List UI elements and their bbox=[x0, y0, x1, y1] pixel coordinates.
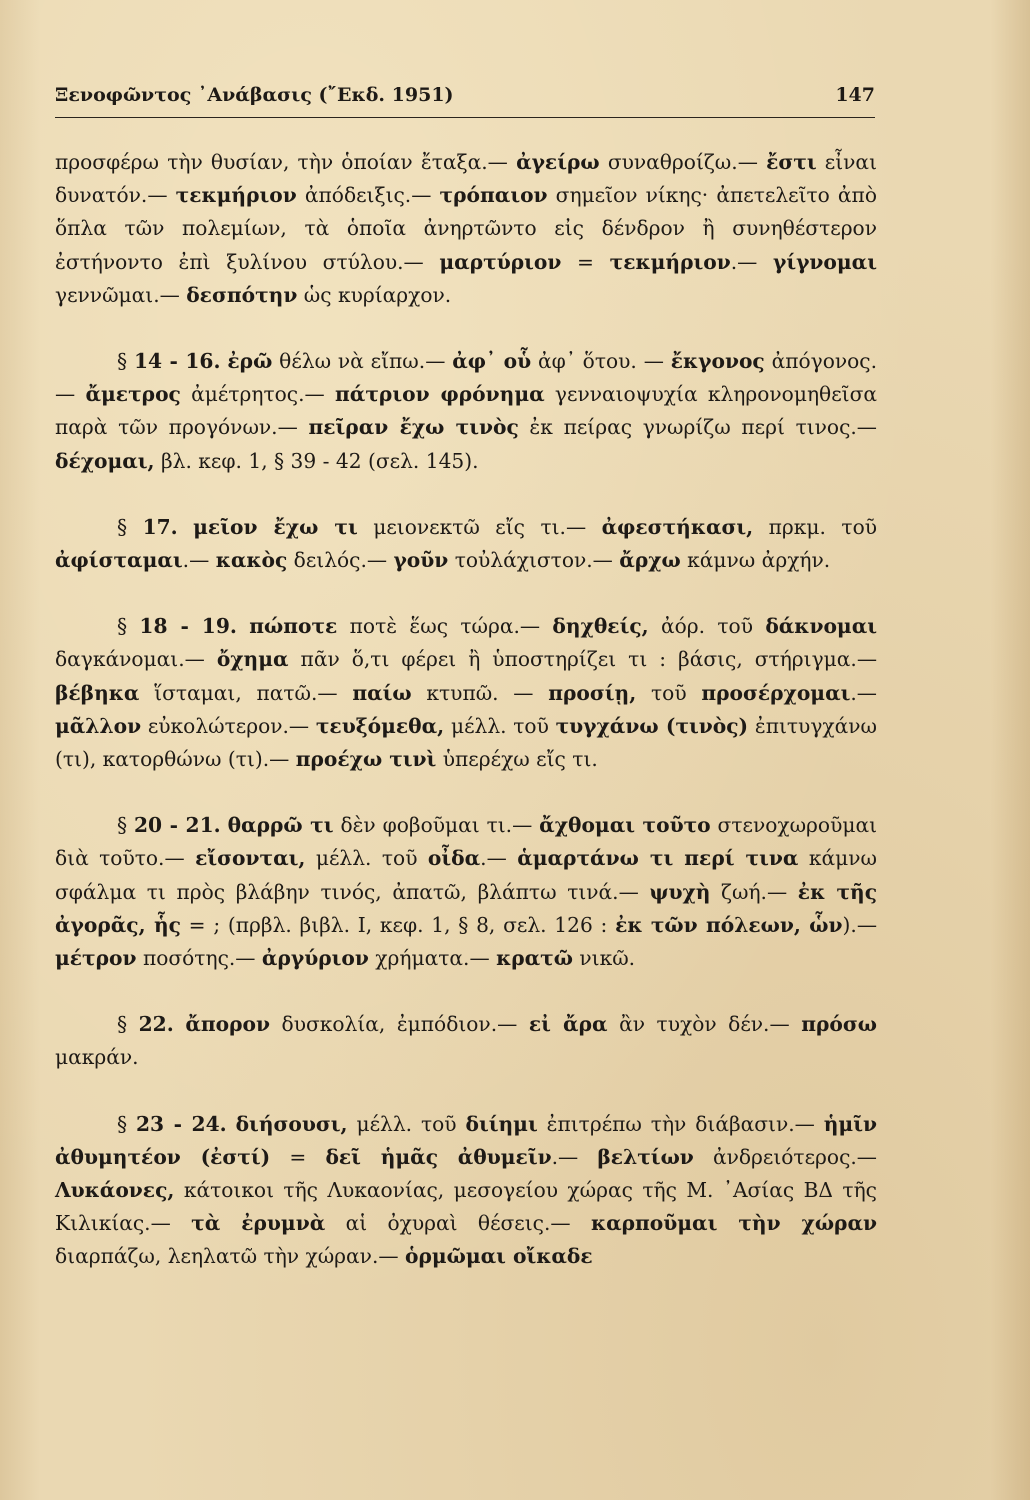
gloss-text bbox=[227, 1112, 236, 1136]
gloss-text: ἀφ᾿ ὅτου. — bbox=[531, 349, 671, 374]
paragraph-sec-17 bbox=[55, 511, 877, 577]
headword: δέχομαι, bbox=[55, 448, 155, 473]
gloss-text: .— bbox=[551, 1144, 598, 1169]
gloss-text: πρκμ. τοῦ bbox=[753, 514, 878, 539]
gloss-text: μέλλ. τοῦ bbox=[347, 1111, 466, 1136]
gloss-text: προσφέρω τὴν θυσίαν, τὴν ὁποίαν ἔταξα.— bbox=[55, 150, 517, 174]
headword: 23 - 24. bbox=[136, 1111, 227, 1136]
headword: δεῖ ἡμᾶς ἀθυμεῖν bbox=[325, 1144, 552, 1169]
headword: εἰ ἄρα bbox=[528, 1012, 608, 1037]
gloss-text: = ; (πρβλ. βιβλ. Ι, κεφ. 1, § 8, σελ. 126 : bbox=[180, 912, 616, 937]
headword: δηχθείς, bbox=[552, 614, 649, 639]
gloss-text: νικῶ. bbox=[572, 946, 636, 971]
gloss-text: δυσκολία, ἐμπόδιον.— bbox=[270, 1012, 529, 1037]
headword: μέτρον bbox=[55, 946, 137, 971]
gloss-text: κτυπῶ. — bbox=[411, 680, 549, 705]
gloss-text: ).— bbox=[842, 912, 878, 937]
headword: γίγνομαι bbox=[773, 249, 877, 274]
gloss-text: ἂν τυχὸν δέν.— bbox=[607, 1012, 802, 1037]
paragraph-sec-20-21 bbox=[55, 809, 877, 975]
gloss-text: κάμνω σφάλμα τι πρὸς βλάβην τινός, ἀπατῶ, βλάπτω τινά.— bbox=[55, 846, 877, 904]
headword: ὄχημα bbox=[216, 647, 289, 672]
headword: ἔκγονος bbox=[670, 349, 765, 374]
headword: βελτίων bbox=[597, 1144, 694, 1169]
headword: μαρτύριον bbox=[439, 249, 562, 274]
headword: μεῖον ἔχω τι bbox=[193, 514, 358, 539]
gloss-text: § bbox=[117, 614, 140, 639]
headword: θαρρῶ τι bbox=[227, 813, 334, 838]
gloss-text: = bbox=[561, 249, 610, 274]
page-header bbox=[55, 84, 875, 116]
headword: προέχω τινὶ bbox=[295, 747, 437, 772]
gloss-text: βλ. κεφ. 1, § 39 - 42 (σελ. 145). bbox=[154, 448, 479, 473]
headword: ἐκ τῶν πόλεων, ὧν bbox=[615, 912, 843, 937]
headword: ἔστι bbox=[766, 150, 817, 174]
headword: 17. bbox=[142, 514, 178, 539]
gloss-text: δὲν φοβοῦμαι τι.— bbox=[333, 813, 540, 838]
gloss-text: ἀνδρειότερος.— bbox=[693, 1144, 877, 1169]
gloss-text: ἐκ πείρας γνωρίζω περί τινος.— bbox=[518, 415, 877, 440]
headword: ἀφίσταμαι bbox=[55, 548, 183, 573]
body-text bbox=[55, 146, 877, 1274]
headword: πάτριον φρόνημα bbox=[335, 382, 545, 407]
headword: τεκμήριον bbox=[609, 249, 731, 274]
headword: εἴσονται, bbox=[195, 846, 306, 871]
gloss-text: ἀπόδειξις.— bbox=[296, 183, 440, 208]
gloss-text: εὐκολώτερον.— bbox=[141, 713, 316, 738]
headword: ἄπορον bbox=[185, 1012, 270, 1037]
headword: τὰ ἐρυμνὰ bbox=[191, 1211, 326, 1236]
gloss-text: αἱ ὀχυραὶ θέσεις.— bbox=[325, 1211, 591, 1236]
headword: πεῖραν ἔχω τινὸς bbox=[308, 415, 519, 440]
headword: προσίῃ, bbox=[548, 680, 637, 705]
headword: 20 - 21. bbox=[134, 813, 221, 838]
paragraph-sec-22 bbox=[55, 1008, 877, 1074]
headword: δάκνομαι bbox=[765, 614, 877, 639]
gloss-text bbox=[237, 614, 249, 638]
gloss-text: ἀμέτρητος.— bbox=[180, 382, 336, 407]
headword: μᾶλλον bbox=[55, 713, 142, 738]
headword: πρόσω bbox=[801, 1012, 877, 1037]
gloss-text: ποσότης.— bbox=[136, 946, 262, 971]
headword: ὁρμῶμαι οἴκαδε bbox=[404, 1244, 593, 1269]
gloss-text: § bbox=[117, 1012, 139, 1037]
headword: Λυκάονες, bbox=[55, 1178, 175, 1203]
gloss-text: μειονεκτῶ εἴς τι.— bbox=[357, 514, 602, 539]
page-number: 147 bbox=[835, 84, 875, 106]
headword: οἶδα bbox=[427, 846, 481, 871]
headword: διήσουσι, bbox=[235, 1111, 348, 1136]
gloss-text: κάμνω ἀρχήν. bbox=[680, 548, 831, 573]
gloss-text: ἵσταμαι, πατῶ.— bbox=[139, 680, 353, 705]
gloss-text: ἐπιτρέπω τὴν διάβασιν.— bbox=[537, 1111, 824, 1136]
gloss-text: διαρπάζω, λεηλατῶ τὴν χώραν.— bbox=[55, 1244, 405, 1269]
gloss-text: § bbox=[117, 514, 143, 539]
gloss-text: = bbox=[270, 1144, 326, 1169]
headword: γοῦν bbox=[393, 548, 449, 573]
headword: προσέρχομαι bbox=[701, 680, 851, 705]
gloss-text: γενναιοψυχία κληρονομηθεῖσα παρὰ τῶν προγόνων.— bbox=[55, 382, 877, 440]
paragraph-1 bbox=[55, 146, 877, 312]
headword: διίημι bbox=[465, 1111, 538, 1136]
gloss-text: συναθροίζω.— bbox=[599, 150, 767, 174]
headword: ἄρχω bbox=[619, 548, 681, 573]
gloss-text: θέλω νὰ εἴπω.— bbox=[272, 349, 453, 374]
headword: τυγχάνω (τινὸς) bbox=[555, 713, 749, 738]
gloss-text bbox=[221, 813, 228, 837]
headword: ἀφ᾿ οὗ bbox=[452, 349, 532, 374]
headword: 14 - 16. bbox=[133, 349, 221, 374]
headword: κρατῶ bbox=[496, 946, 573, 971]
headword: ἀγείρω bbox=[516, 150, 600, 174]
gloss-text: .— bbox=[480, 846, 518, 871]
headword: 22. bbox=[138, 1012, 174, 1037]
gloss-text: .— bbox=[730, 249, 773, 274]
headword: ἡμῖν ἀθυμητέον (ἐστί) bbox=[55, 1111, 877, 1169]
headword: καρποῦμαι τὴν χώραν bbox=[590, 1211, 878, 1236]
gloss-text: πᾶν ὅ,τι φέρει ἢ ὑποστηρίζει τι : βάσις, στήριγμα.— bbox=[288, 647, 878, 672]
headword: ἄχθομαι τοῦτο bbox=[539, 813, 711, 838]
gloss-text: μακράν. bbox=[55, 1045, 139, 1070]
gloss-text: χρήματα.— bbox=[368, 946, 497, 971]
gloss-text: § bbox=[117, 813, 135, 838]
gloss-text: ἐπιτυγχάνω (τι), κατορθώνω (τι).— bbox=[55, 713, 877, 772]
gloss-text: .— bbox=[850, 680, 877, 705]
headword: ἐρῶ bbox=[227, 349, 273, 374]
headword: ἀφεστήκασι, bbox=[601, 514, 754, 539]
headword: ἄμετρος bbox=[85, 382, 181, 407]
gloss-text bbox=[178, 515, 193, 539]
gloss-text: § bbox=[117, 349, 134, 374]
gloss-text: σημεῖον νίκης· ἀπετελεῖτο ἀπὸ ὅπλα τῶν πολεμίων, τὰ ὁποῖα ἀνηρτῶντο εἰς δένδρον ἢ συνηθέστερον ἐστήνοντο ἐπὶ ξυλίνου στύλου.— bbox=[55, 183, 877, 274]
gloss-text: ἀπόγονος.— bbox=[55, 349, 878, 407]
headword: ἀργύριον bbox=[261, 946, 369, 971]
headword: ψυχὴ bbox=[649, 879, 711, 904]
headword: κακὸς bbox=[215, 548, 288, 573]
headword: 18 - 19. bbox=[139, 614, 237, 639]
paragraph-sec-14-16 bbox=[55, 345, 877, 478]
paragraph-sec-18-19 bbox=[55, 610, 877, 776]
gloss-text: ζωή.— bbox=[710, 879, 798, 904]
gloss-text: μέλλ. τοῦ bbox=[305, 846, 428, 871]
headword: βέβηκα bbox=[55, 680, 140, 705]
headword: ἐκ τῆς ἀγορᾶς, ἧς bbox=[55, 879, 878, 937]
header-rule bbox=[55, 117, 875, 118]
gloss-text: εἶναι δυνατόν.— bbox=[55, 150, 877, 208]
gloss-text: δαγκάνομαι.— bbox=[55, 647, 217, 672]
gloss-text: ὡς κυρίαρχον. bbox=[297, 282, 452, 307]
headword: τεκμήριον bbox=[175, 183, 297, 208]
headword: τευξόμεθα, bbox=[315, 713, 445, 738]
gloss-text: ποτὲ ἕως τώρα.— bbox=[337, 614, 553, 639]
running-title: Ξενοφῶντος ᾿Ανάβασις (῎Εκδ. 1951) bbox=[55, 84, 454, 106]
gloss-text: τοῦ bbox=[636, 680, 702, 705]
headword: τρόπαιον bbox=[439, 183, 548, 208]
gloss-text: μέλλ. τοῦ bbox=[444, 713, 556, 738]
headword: ἁμαρτάνω τι περί τινα bbox=[517, 846, 799, 871]
gloss-text: γεννῶμαι.— bbox=[55, 282, 187, 307]
headword: πώποτε bbox=[249, 614, 338, 639]
paragraph-sec-23-24 bbox=[55, 1108, 877, 1274]
gloss-text: δειλός.— bbox=[287, 548, 394, 573]
gloss-text: ἀόρ. τοῦ bbox=[648, 614, 766, 639]
headword: δεσπότην bbox=[186, 282, 298, 307]
gloss-text: τοὐλάχιστον.— bbox=[448, 548, 620, 573]
gloss-text: § bbox=[117, 1111, 137, 1136]
gloss-text: κάτοικοι τῆς Λυκαονίας, μεσογείου χώρας τῆς Μ. ᾿Ασίας ΒΔ τῆς Κιλικίας.— bbox=[55, 1178, 877, 1236]
gloss-text: ὑπερέχω εἴς τι. bbox=[436, 747, 598, 772]
gloss-text: .— bbox=[182, 548, 216, 573]
gloss-text bbox=[174, 1012, 186, 1036]
headword: παίω bbox=[352, 680, 412, 705]
gloss-text: στενοχωροῦμαι διὰ τοῦτο.— bbox=[55, 813, 878, 871]
